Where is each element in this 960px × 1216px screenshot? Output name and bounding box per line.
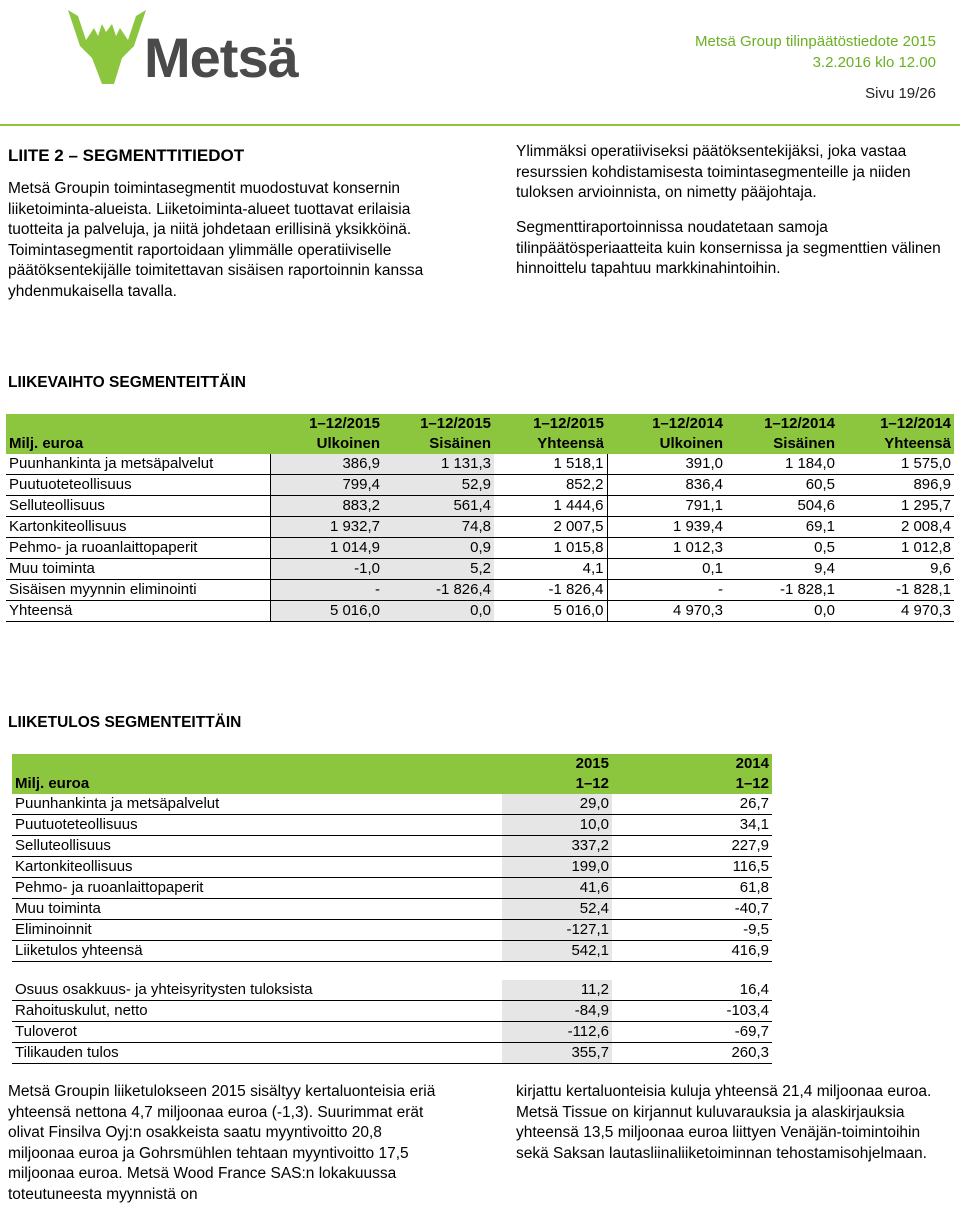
antler-icon [62,6,152,88]
metsa-logo [62,6,298,89]
row-label: Puutuoteteollisuus [12,815,502,836]
cell-value: 69,1 [726,517,838,538]
row-label: Yhteensä [6,601,270,622]
cell-value: -1 828,1 [838,580,954,601]
cell-value: 883,2 [270,496,383,517]
cell-value: -1,0 [270,559,383,580]
header-divider [0,124,960,126]
table-row [12,794,772,815]
cell-value: 34,1 [612,815,772,836]
cell-value: 0,1 [607,559,726,580]
operating-period-header: 1–12 [502,774,612,794]
row-label: Muu toiminta [6,559,270,580]
row-label: Osuus osakkuus- ja yhteisyritysten tuloksista [12,980,502,1001]
cell-value: -9,5 [612,920,772,941]
table-row [12,1001,772,1022]
row-label: Liiketulos yhteensä [12,941,502,962]
cell-value: 74,8 [383,517,494,538]
row-label: Muu toiminta [12,899,502,920]
revenue-period-header: 1–12/2014 [838,414,954,434]
cell-value: 337,2 [502,836,612,857]
footer-right-paragraph: kirjattu kertaluonteisia kuluja yhteensä 21,4 miljoonaa euroa. Metsä Tissue on kirjannut kuluvarauksia ja alaskirjauksia yhteensä 13,5 miljoonaa euroa liittyen Venäjän-toimintoihin sekä Saksan lautasliinaliiketoiminnan tehostamisohjelmaan. [516,1083,932,1162]
cell-value: 1 012,8 [838,538,954,559]
table-row [12,857,772,878]
table-row [6,580,954,601]
cell-value: 4 970,3 [607,601,726,622]
document-date: 3.2.2016 klo 12.00 [812,54,936,71]
cell-value: 1 014,9 [270,538,383,559]
revenue-period-header: 1–12/2014 [607,414,726,434]
cell-value: -127,1 [502,920,612,941]
intro-left-paragraph: Metsä Groupin toimintasegmentit muodostuvat konsernin liiketoiminta-alueista. Liiketoiminta-alueet tuottavat erilaisia tuotteita ja palveluja, ja niitä johdetaan erillisinä yksikköinä. Toimintasegmentit raportoidaan ylimmälle operatiiviselle päätöksentekijälle toimitettavan sisäisen raportoinnin kanssa yhdenmukaisella tavalla. [8,180,424,300]
row-label: Puutuoteteollisuus [6,475,270,496]
table-row [12,836,772,857]
table-row [12,920,772,941]
table-row [6,475,954,496]
operating-unit-header: Milj. euroa [12,774,502,794]
revenue-period-header: 1–12/2015 [494,414,607,434]
cell-value: 5 016,0 [494,601,607,622]
revenue-column-header: Sisäinen [726,434,838,454]
table-row [12,878,772,899]
operating-period-header: 1–12 [612,774,772,794]
operating-table-title: LIIKETULOS SEGMENTEITTÄIN [8,714,242,731]
row-label: Eliminoinnit [12,920,502,941]
cell-value: 355,7 [502,1043,612,1064]
cell-value: 504,6 [726,496,838,517]
table-row [6,517,954,538]
document-title: Metsä Group tilinpäätöstiedote 2015 [695,33,936,50]
cell-value: 199,0 [502,857,612,878]
cell-value: 799,4 [270,475,383,496]
cell-value: 5,2 [383,559,494,580]
row-label: Selluteollisuus [6,496,270,517]
cell-value: 0,9 [383,538,494,559]
intro-right-paragraph-2: Segmenttiraportoinnissa noudatetaan samoja tilinpäätösperiaatteita kuin konsernissa ja segmenttien välinen hinnoittelu tapahtuu markkinahintoihin. [516,219,941,277]
footer-left-paragraph: Metsä Groupin liiketulokseen 2015 sisältyy kertaluonteisia eriä yhteensä nettona 4,7 miljoonaa euroa (-1,3). Suurimmat erät olivat Finsilva Oyj:n osakkeista saatu myyntivoitto 20,8 miljoonaa euroa ja Gohrsmühlen tehtaan myyntivoitto 17,5 miljoonaa euroa. Metsä Wood France SAS:n lokakuussa toteutuneesta myynnistä on [8,1083,436,1203]
cell-value: 0,5 [726,538,838,559]
operating-year-header: 2015 [502,754,612,774]
cell-value: 1 184,0 [726,454,838,475]
cell-value: -103,4 [612,1001,772,1022]
cell-value: -84,9 [502,1001,612,1022]
cell-value: 10,0 [502,815,612,836]
table-row [12,815,772,836]
cell-value: 1 444,6 [494,496,607,517]
revenue-column-header: Yhteensä [494,434,607,454]
table-row [12,980,772,1001]
cell-value: 227,9 [612,836,772,857]
cell-value: 260,3 [612,1043,772,1064]
cell-value: 836,4 [607,475,726,496]
section-title: LIITE 2 – SEGMENTTITIEDOT [8,146,245,165]
cell-value: 2 007,5 [494,517,607,538]
row-label: Tuloverot [12,1022,502,1043]
table-row [6,538,954,559]
cell-value: - [270,580,383,601]
cell-value: 29,0 [502,794,612,815]
cell-value: 61,8 [612,878,772,899]
cell-value: 116,5 [612,857,772,878]
cell-value: 416,9 [612,941,772,962]
revenue-table-title: LIIKEVAIHTO SEGMENTEITTÄIN [8,374,246,391]
cell-value: 52,9 [383,475,494,496]
revenue-column-header: Yhteensä [838,434,954,454]
table-spacer [12,962,772,981]
revenue-period-header: 1–12/2015 [270,414,383,434]
table-row [6,601,954,622]
row-label: Puunhankinta ja metsäpalvelut [12,794,502,815]
cell-value: 60,5 [726,475,838,496]
row-label: Selluteollisuus [12,836,502,857]
row-label: Rahoituskulut, netto [12,1001,502,1022]
operating-year-header: 2014 [612,754,772,774]
cell-value: 1 939,4 [607,517,726,538]
cell-value: 5 016,0 [270,601,383,622]
cell-value: 852,2 [494,475,607,496]
cell-value: 9,4 [726,559,838,580]
cell-value: 4,1 [494,559,607,580]
intro-right-paragraph-1: Ylimmäksi operatiiviseksi päätöksentekijäksi, joka vastaa resurssien kohdistamisesta toimintasegmenteille ja niiden tuloksen arvioinnista, on nimetty pääjohtaja. [516,143,911,201]
cell-value: 1 932,7 [270,517,383,538]
cell-value: -1 828,1 [726,580,838,601]
cell-value: - [607,580,726,601]
row-label: Puunhankinta ja metsäpalvelut [6,454,270,475]
cell-value: 542,1 [502,941,612,962]
cell-value: 2 008,4 [838,517,954,538]
cell-value: 1 015,8 [494,538,607,559]
table-row [12,899,772,920]
revenue-table [6,414,954,622]
operating-table [12,754,772,1064]
row-label: Kartonkiteollisuus [12,857,502,878]
cell-value: 26,7 [612,794,772,815]
page-number: Sivu 19/26 [865,85,936,102]
cell-value: 0,0 [383,601,494,622]
row-label: Tilikauden tulos [12,1043,502,1064]
revenue-column-header: Sisäinen [383,434,494,454]
table-row [12,941,772,962]
revenue-column-header: Ulkoinen [270,434,383,454]
cell-value: -40,7 [612,899,772,920]
table-row [12,1043,772,1064]
row-label: Sisäisen myynnin eliminointi [6,580,270,601]
cell-value: 561,4 [383,496,494,517]
cell-value: 1 131,3 [383,454,494,475]
table-row [12,1022,772,1043]
cell-value: 1 575,0 [838,454,954,475]
cell-value: 4 970,3 [838,601,954,622]
row-label: Pehmo- ja ruoanlaittopaperit [6,538,270,559]
cell-value: 16,4 [612,980,772,1001]
revenue-period-header: 1–12/2014 [726,414,838,434]
row-label: Kartonkiteollisuus [6,517,270,538]
cell-value: 52,4 [502,899,612,920]
cell-value: 1 295,7 [838,496,954,517]
logo-wordmark: Metsä [144,26,298,89]
cell-value: 791,1 [607,496,726,517]
revenue-unit-header: Milj. euroa [6,434,270,454]
cell-value: 0,0 [726,601,838,622]
row-label: Pehmo- ja ruoanlaittopaperit [12,878,502,899]
cell-value: -112,6 [502,1022,612,1043]
cell-value: -1 826,4 [494,580,607,601]
cell-value: 391,0 [607,454,726,475]
table-row [6,496,954,517]
table-row [6,559,954,580]
table-row [6,454,954,475]
cell-value: 11,2 [502,980,612,1001]
cell-value: 896,9 [838,475,954,496]
cell-value: -69,7 [612,1022,772,1043]
cell-value: 1 012,3 [607,538,726,559]
cell-value: -1 826,4 [383,580,494,601]
cell-value: 386,9 [270,454,383,475]
cell-value: 9,6 [838,559,954,580]
cell-value: 41,6 [502,878,612,899]
cell-value: 1 518,1 [494,454,607,475]
revenue-column-header: Ulkoinen [607,434,726,454]
revenue-period-header: 1–12/2015 [383,414,494,434]
